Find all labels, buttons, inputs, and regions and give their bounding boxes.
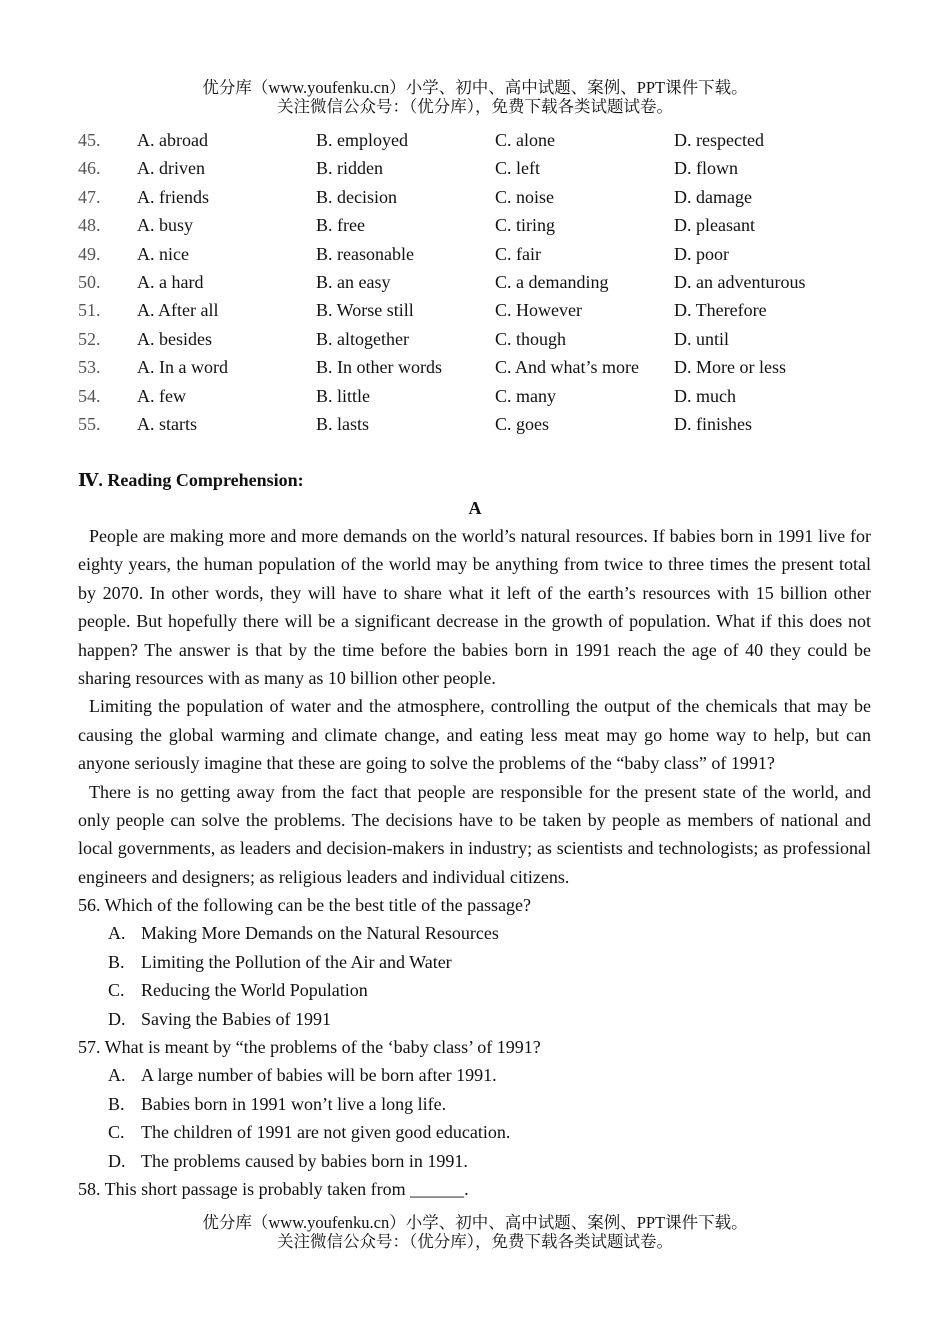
option-b: B. reasonable [316,243,414,264]
option-c: C. alone [495,130,555,150]
option-d: D. pleasant [674,215,755,236]
question-option [78,1118,871,1146]
page-footer [0,1213,950,1251]
option-text: Saving the Babies of 1991 [141,1008,331,1029]
option-c: C. noise [495,186,555,207]
option-a: A. few [137,385,186,406]
option-b: B. ridden [316,158,383,179]
option-a: A. a hard [137,271,204,292]
page-header [0,78,950,116]
option-text: Limiting the Pollution of the Air and Water [141,951,452,972]
option-row [78,154,878,182]
question-option [78,1147,871,1175]
option-c: C. tiring [495,215,556,236]
option-d: D. respected [674,130,764,150]
option-d: D. until [674,328,730,349]
header-line-1: 优分库（www.youfenku.cn）小学、初中、高中试题、案例、PPT课件下载。 [202,78,748,97]
option-d: D. damage [674,186,752,207]
option-letter: C. [108,980,125,1001]
option-row [78,296,878,324]
option-d: D. flown [674,158,738,179]
option-b: B. In other words [316,357,442,378]
option-text: Making More Demands on the Natural Resources [141,923,499,944]
option-b: B. free [316,215,365,236]
question-number: 51. [78,300,101,321]
option-d: D. Therefore [674,300,767,321]
option-d: D. finishes [674,413,752,434]
option-a: A. busy [137,215,194,236]
option-row [78,240,878,268]
cloze-options-list [78,126,878,438]
question-option [78,976,871,1004]
option-letter: A. [108,1065,126,1086]
option-a: A. starts [137,413,197,434]
option-c: C. However [495,300,582,321]
option-b: B. lasts [316,413,370,434]
option-row [78,353,878,381]
option-c: C. many [495,385,556,406]
option-text: Babies born in 1991 won’t live a long life. [141,1093,447,1114]
question-number: 46. [78,158,101,179]
passage-paragraph: People are making more and more demands on the world’s natural resources. If babies born in 1991 live for eighty years, the human population of the world may be anything from twice to three times the present total by 2070. In other words, they will have to share what it left of the earth’s resources with 15 billion other people. But hopefully there will be a significant decrease in the growth of population. What if this does not happen? The answer is that by the time before the babies born in 1991 reach the age of 40 they could be sharing resources with as many as 10 billion other people. [78,526,871,689]
passage-paragraph: Limiting the population of water and the atmosphere, controlling the output of the chemicals that may be causing the global warming and climate change, and eating less meat may go home way to help, but can anyone seriously imagine that these are going to solve the problems of the “baby class” of 1991? [78,696,871,774]
option-a: A. driven [137,158,205,179]
option-row [78,382,878,410]
question-stem: 56. Which of the following can be the best title of the passage? [78,895,532,915]
option-letter: A. [108,923,126,944]
option-row [78,268,878,296]
questions-list [78,891,871,1203]
question-number: 52. [78,328,101,349]
question-number: 55. [78,413,101,434]
option-row [78,325,878,353]
footer-line-1: 优分库（www.youfenku.cn）小学、初中、高中试题、案例、PPT课件下载。 [202,1213,748,1232]
option-letter: D. [108,1150,126,1171]
option-c: C. a demanding [495,271,609,292]
question-option [78,948,871,976]
option-letter: D. [108,1008,126,1029]
question-number: 48. [78,215,101,236]
option-c: C. goes [495,413,549,434]
question-number: 53. [78,357,101,378]
footer-line-2: 关注微信公众号：（优分库），免费下载各类试题试卷。 [277,1232,673,1251]
option-d: D. More or less [674,357,786,378]
option-b: B. altogether [316,328,409,349]
question-number: 49. [78,243,101,264]
passage-title: A [468,498,482,518]
passage-paragraph: There is no getting away from the fact that people are responsible for the present state of the world, and only people can solve the problems. The decisions have to be taken by people as members of national and local governments, as leaders and decision-makers in industry; as scientists and technologists; as professional engineers and designers; as religious leaders and individual citizens. [78,781,871,887]
question-stem: 58. This short passage is probably taken from ______. [78,1179,469,1200]
question-option [78,1090,871,1118]
option-c: C. though [495,328,567,349]
option-row [78,183,878,211]
question-stem: 57. What is meant by “the problems of the ‘baby class’ of 1991? [78,1037,541,1058]
option-letter: B. [108,1093,125,1114]
option-b: B. an easy [316,271,391,292]
option-letter: B. [108,951,125,972]
option-a: A. abroad [137,130,208,150]
option-b: B. employed [316,130,408,150]
option-row [78,211,878,239]
question-number: 54. [78,385,101,406]
option-b: B. little [316,385,370,406]
option-c: C. And what’s more [495,357,639,378]
header-line-2: 关注微信公众号：（优分库），免费下载各类试题试卷。 [277,97,673,116]
question-option [78,1005,871,1033]
option-a: A. friends [137,186,209,207]
question-number: 45. [78,130,101,150]
option-text: The problems caused by babies born in 1991. [141,1150,468,1171]
question-option [78,919,871,947]
question-option [78,1061,871,1089]
option-a: A. besides [137,328,212,349]
option-a: A. nice [137,243,189,264]
option-a: A. After all [137,300,219,321]
option-c: C. left [495,158,540,179]
option-row [78,126,878,154]
option-d: D. poor [674,243,729,264]
section-heading: Ⅳ. Reading Comprehension: [78,470,304,490]
reading-passage [78,522,871,891]
option-text: Reducing the World Population [141,980,368,1001]
option-row [78,410,878,438]
option-a: A. In a word [137,357,228,378]
question-number: 47. [78,186,101,207]
option-b: B. decision [316,186,397,207]
option-text: The children of 1991 are not given good education. [141,1122,511,1143]
option-b: B. Worse still [316,300,414,321]
option-letter: C. [108,1122,125,1143]
question-number: 50. [78,271,101,292]
option-d: D. an adventurous [674,271,806,292]
option-text: A large number of babies will be born after 1991. [141,1065,497,1086]
option-d: D. much [674,385,736,406]
option-c: C. fair [495,243,541,264]
